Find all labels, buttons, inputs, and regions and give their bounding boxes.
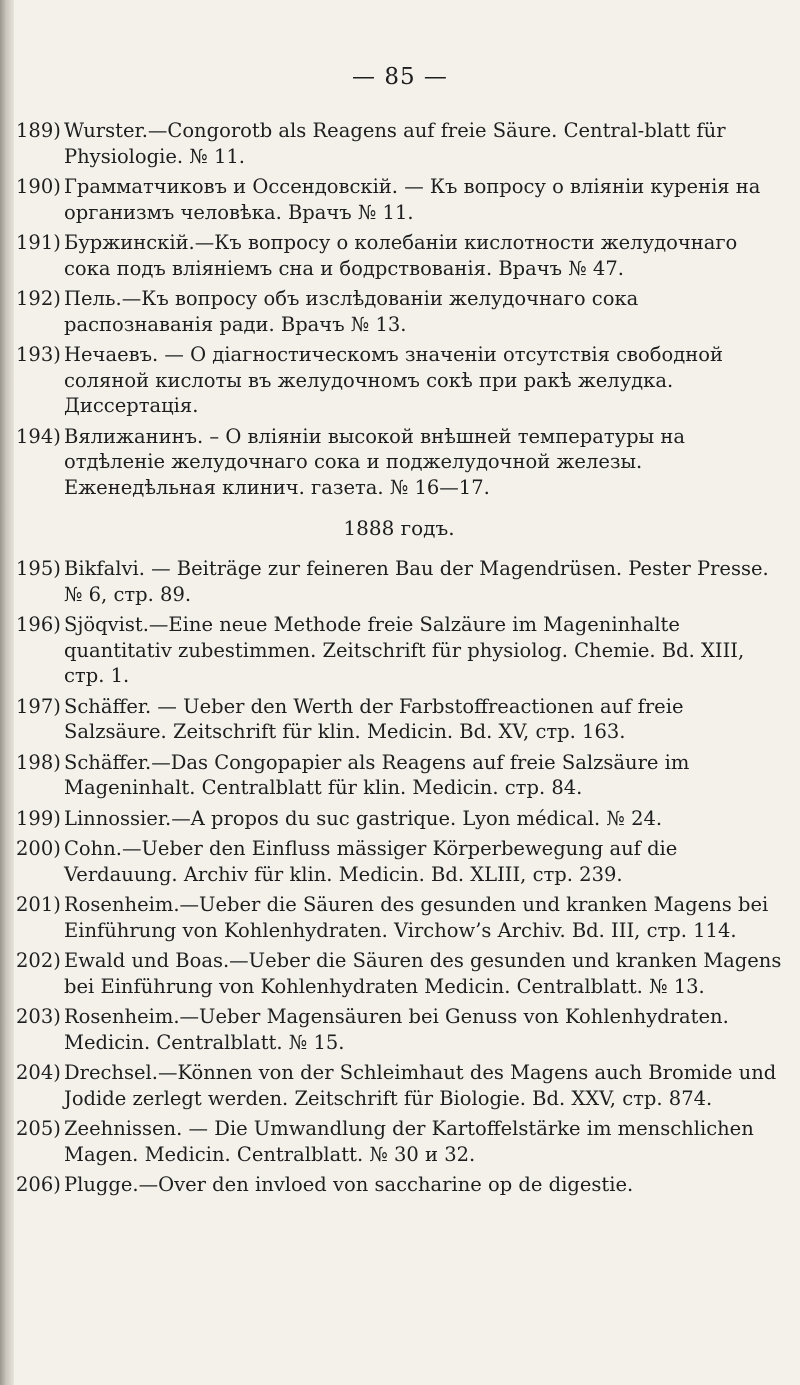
entry-text: Drechsel.—Können von der Schleimhaut des Magens auch Bromide und Jodide zerlegt werden. Zeitschrift für Biologie. Bd. XXV, стр. 874. <box>64 1061 777 1110</box>
bibliography-entry <box>16 118 782 169</box>
entry-text: Bikfalvi. — Beiträge zur feineren Bau der Magendrüsen. Pester Presse. № 6, стр. 89. <box>64 557 769 606</box>
entry-text: Вялижанинъ. – О вліяніи высокой внѣшней температуры на отдѣленіе желудочнаго сока и поджелудочной железы. Еженедѣльная клинич. газета. № 16—17. <box>64 424 685 499</box>
bibliography-entry <box>16 948 782 999</box>
entry-text: Zeehnissen. — Die Umwandlung der Kartoffelstärke im menschlichen Magen. Medicin. Centralblatt. № 30 и 32. <box>64 1117 754 1166</box>
bibliography-entry <box>16 424 782 501</box>
entry-text: Грамматчиковъ и Оссендовскій. — Къ вопросу о вліяніи куренія на организмъ человѣка. Врачъ № 11. <box>64 175 761 224</box>
bibliography-entry <box>16 342 782 419</box>
entry-number: 191) <box>16 231 61 254</box>
bibliography-entry <box>16 1172 782 1198</box>
bibliography-list <box>16 118 782 1203</box>
entry-number: 204) <box>16 1061 61 1084</box>
entry-number: 206) <box>16 1173 61 1196</box>
bibliography-entry <box>16 174 782 225</box>
entry-number: 195) <box>16 557 61 580</box>
entry-text: Rosenheim.—Ueber die Säuren des gesunden und kranken Magens bei Einführung von Kohlenhydraten. Virchow’s Archiv. Bd. III, стр. 114. <box>64 893 769 942</box>
entry-number: 201) <box>16 893 61 916</box>
entry-number: 197) <box>16 694 61 718</box>
entry-text: Пель.—Къ вопросу объ изслѣдованіи желудочнаго сока распознаванія ради. Врачъ № 13. <box>64 287 639 336</box>
entry-number: 193) <box>16 343 61 366</box>
entry-text: Нечаевъ. — О діагностическомъ значеніи отсутствія свободной соляной кислоты въ желудочномъ сокѣ при ракѣ желудка. Диссертація. <box>64 343 723 417</box>
entry-number: 202) <box>16 949 61 972</box>
entry-text: Ewald und Boas.—Ueber die Säuren des gesunden und kranken Magens bei Einführung von Kohlenhydraten Medicin. Centralblatt. № 13. <box>64 949 782 998</box>
entry-text: Linnossier.—A propos du suc gastrique. Lyon médical. № 24. <box>64 806 663 830</box>
bibliography-group-1887 <box>16 118 782 500</box>
entry-text: Cohn.—Ueber den Einfluss mässiger Körperbewegung auf die Verdauung. Archiv für klin. Medicin. Bd. XLIII, стр. 239. <box>64 837 678 886</box>
bibliography-entry <box>16 806 782 832</box>
bibliography-entry <box>16 836 782 887</box>
bibliography-entry <box>16 750 782 801</box>
entry-text: Wurster.—Congorotb als Reagens auf freie Säure. Central-blatt für Physiologie. № 11. <box>64 119 726 168</box>
bibliography-group-1888 <box>16 556 782 1198</box>
entry-number: 200) <box>16 837 61 860</box>
entry-text: Rosenheim.—Ueber Magensäuren bei Genuss von Kohlenhydraten. Medicin. Centralblatt. № 15. <box>64 1005 729 1054</box>
entry-number: 203) <box>16 1005 61 1028</box>
entry-text: Schäffer.—Das Congopapier als Reagens auf freie Salzsäure im Mageninhalt. Centralblatt für klin. Medicin. стр. 84. <box>64 750 690 799</box>
bibliography-entry <box>16 1060 782 1111</box>
entry-number: 205) <box>16 1117 61 1140</box>
entry-number: 196) <box>16 613 61 636</box>
entry-number: 189) <box>16 119 61 142</box>
entry-text: Schäffer. — Ueber den Werth der Farbstoffreactionen auf freie Salzsäure. Zeitschrift für klin. Medicin. Bd. XV, стр. 163. <box>64 694 684 743</box>
entry-number: 190) <box>16 175 61 198</box>
entry-number: 194) <box>16 424 61 448</box>
page-number: — 85 — <box>352 64 448 90</box>
entry-text: Sjöqvist.—Eine neue Methode freie Salzäure im Mageninhalte quantitativ zubestimmen. Zeitschrift für physiolog. Chemie. Bd. XIII, стр. 1. <box>64 613 745 687</box>
bibliography-entry <box>16 892 782 943</box>
bibliography-entry <box>16 612 782 689</box>
entry-text: Буржинскій.—Къ вопросу о колебаніи кислотности желудочнаго сока подъ вліяніемъ сна и бодрствованія. Врачъ № 47. <box>64 231 738 280</box>
entry-number: 199) <box>16 806 61 830</box>
bibliography-entry <box>16 286 782 337</box>
entry-text: Plugge.—Over den invloed von saccharine op de digestie. <box>64 1173 634 1196</box>
bibliography-entry <box>16 1116 782 1167</box>
bibliography-entry <box>16 556 782 607</box>
bibliography-entry <box>16 1004 782 1055</box>
bibliography-entry <box>16 230 782 281</box>
year-heading: 1888 годъ. <box>343 516 455 540</box>
entry-number: 198) <box>16 750 61 774</box>
entry-number: 192) <box>16 287 61 310</box>
bibliography-entry <box>16 694 782 745</box>
